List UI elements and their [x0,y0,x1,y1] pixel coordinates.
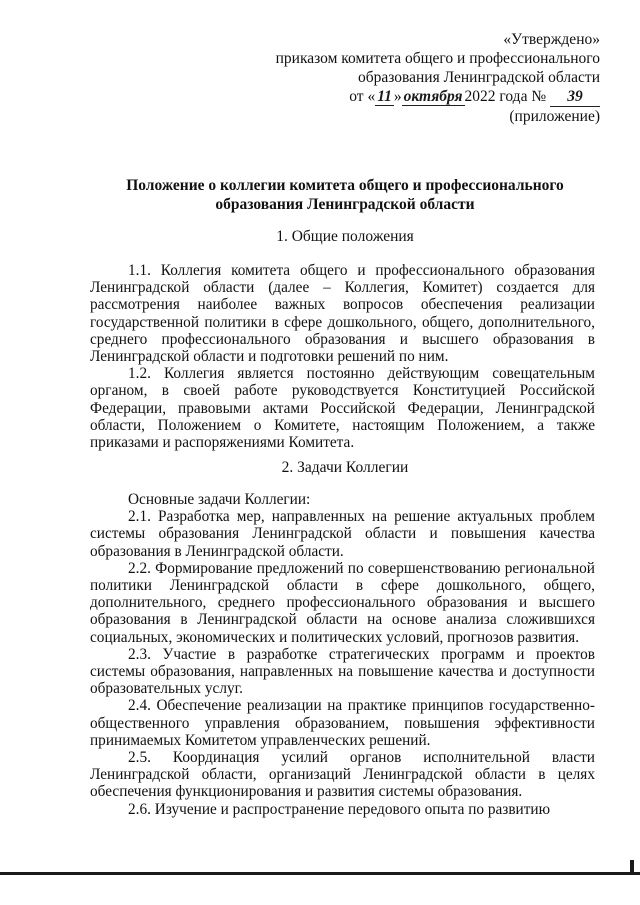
paragraph-2-6: 2.6. Изучение и распространение передового опыта по развитию [128,800,551,818]
paragraph-2-4: 2.4. Обеспечение реализации на практике принципов государственно-общественного управления образованием, повышения эффективности принимаемых Комитетом управленческих решений. [90,697,595,749]
approval-date-line: от « 11 » октября 2022 года № 39 [276,87,600,107]
handwritten-day: 11 [377,88,392,105]
scan-bottom-edge [0,872,640,875]
section-2-body [90,491,595,818]
approval-org-line: образования Ленинградской области [357,69,600,86]
approval-stamp: «Утверждено» [503,31,600,48]
section-1-body [90,262,595,451]
handwritten-order-number: 39 [550,87,600,107]
paragraph-2-3: 2.3. Участие в разработке стратегических программ и проектов системы образования, направленных на повышение качества и доступности образовательных услуг. [90,645,595,698]
paragraph-1-1: 1.1. Коллегия комитета общего и профессионального образования Ленинградской области (далее – Коллегия, Комитет) создается для рассмотрения наиболее важных вопросов обеспечения реализации государственной политики в сфере дошкольного, общего, дополнительного, среднего профессионального образования и высшего образования в Ленинградской области и подготовки решений по ним. [90,262,595,366]
handwritten-month: октября [403,88,463,105]
paragraph-2-2: 2.2. Формирование предложений по совершенствованию региональной политики Ленинградской области в сфере дошкольного, общего, дополнительного, среднего профессионального образования и высшего образования в Ленинградской области на основе анализа сложившихся социальных, экономических и политических условий, прогнозов развития. [90,559,595,646]
paragraph-2-1: 2.1. Разработка мер, направленных на решение актуальных проблем системы образования Ленинградской области и повышения качества образования в Ленинградской области. [90,508,595,560]
paragraph-2-5: 2.5. Координация усилий органов исполнительной власти Ленинградской области, организаций Ленинградской области в целях обеспечения функционирования и развития системы образования. [90,749,595,801]
scan-edge-mark [630,860,634,874]
approval-block [276,30,600,126]
approval-order-line: приказом комитета общего и профессионального [275,50,600,67]
section-2-intro: Основные задачи Коллегии: [128,491,311,508]
paragraph-1-2: 1.2. Коллегия является постоянно действующим совещательным органом, в своей работе руководствуется Конституцией Российской Федерации, правовыми актами Российской Федерации, Ленинградской области, Положением о Комитете, настоящим Положением, а также приказами и распоряжениями Комитета. [90,365,595,452]
document-title: Положение о коллегии комитета общего и профессионального образования Ленинградской области [126,177,564,213]
approval-annex-label: (приложение) [509,108,600,125]
section-2-heading: 2. Задачи Коллегии [281,459,409,476]
section-1-heading: 1. Общие положения [276,228,414,245]
